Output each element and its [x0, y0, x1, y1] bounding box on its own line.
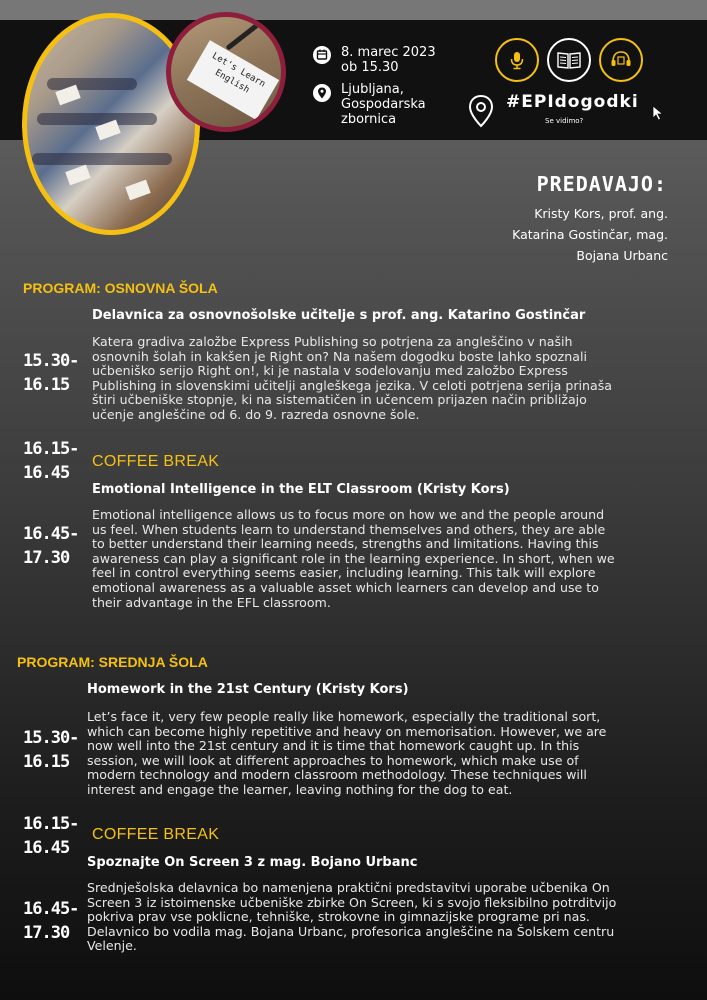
lecturer-name: Katarina Gostinčar, mag.: [512, 227, 668, 242]
talk-title: Delavnica za osnovnošolske učitelje s prof. ang. Katarino Gostinčar: [92, 308, 586, 323]
talk-title: Homework in the 21st Century (Kristy Kors): [87, 682, 409, 697]
event-hashtag: #EPIdogodki: [506, 92, 639, 112]
event-date: 8. marec 2023: [341, 45, 436, 60]
tagline: Se vidimo?: [545, 117, 584, 125]
lecturer-name: Kristy Kors, prof. ang.: [534, 206, 668, 221]
time-slot: 15.30- 16.15: [23, 728, 79, 772]
headset-icon: [599, 38, 643, 82]
coffee-break: COFFEE BREAK: [92, 453, 220, 470]
coffee-break: COFFEE BREAK: [92, 826, 220, 843]
talk-description: Let’s face it, very few people really like homework, especially the traditional sort, which can become highly repetitive and heavy on memorisation. However, we are now well into the 21st century and it is time that homework caught up. In this session, we will look at different approaches to homework, which make use of modern technology and modern classroom methodology. These techniques will interest and engage the learner, leaving nothing for the dog to eat.: [87, 709, 607, 797]
time-slot: 15.30- 16.15: [23, 351, 79, 395]
lecturers-heading: PREDAVAJO:: [536, 172, 667, 196]
location-line-3: zbornica: [341, 112, 397, 127]
time-slot: 16.15- 16.45: [23, 814, 79, 858]
book-icon: [547, 38, 591, 82]
hashtag-pin-icon: [467, 94, 495, 128]
talk-title: Emotional Intelligence in the ELT Classroom (Kristy Kors): [92, 482, 510, 497]
location-pin-icon: [313, 84, 331, 102]
talk-description: Emotional intelligence allows us to focus more on how we and the people around us feel. When students learn to understand themselves and others, they are able to better understand their learning needs, strengths and limitations. Having this awareness can play a significant role in the learning experience. In short, when we feel in control everything seems easier, including learning. This talk will explore emotional awareness as a valuable asset which learners can develop and use to their advantage in the EFL classroom.: [92, 507, 615, 610]
time-slot: 16.45- 17.30: [23, 524, 79, 568]
calendar-icon: [313, 46, 331, 64]
lets-learn-english-photo: [166, 12, 286, 132]
lecturer-name: Bojana Urbanc: [576, 248, 668, 263]
microphone-icon: [495, 38, 539, 82]
cursor-icon: [652, 105, 664, 121]
talk-title: Spoznajte On Screen 3 z mag. Bojano Urbanc: [87, 855, 418, 870]
program-secondary-title: PROGRAM: SREDNJA ŠOLA: [17, 654, 208, 670]
talk-description: Katera gradiva založbe Express Publishing so potrjena za angleščino v naših osnovnih šolah in kakšen je Right on? Na našem dogodku boste lahko spoznali učbeniško serijo Right on!, ki je nastala v sodelovanju med založbo Express Publishing in slovenskimi učitelji angleškega jezika. V celoti potrjena serija prinaša štiri učbeniške stopnje, ki na sistematičen in učencem prijazen način približajo učenje angleščine od 6. do 9. razreda osnovne šole.: [92, 334, 613, 422]
event-time: ob 15.30: [341, 60, 399, 75]
time-slot: 16.15- 16.45: [23, 439, 79, 483]
location-line-1: Ljubljana,: [341, 82, 404, 97]
time-slot: 16.45- 17.30: [23, 899, 79, 943]
program-primary-title: PROGRAM: OSNOVNA ŠOLA: [23, 280, 218, 296]
location-line-2: Gospodarska: [341, 97, 426, 112]
talk-description: Srednješolska delavnica bo namenjena praktični predstavitvi uporabe učbenika On Screen 3 iz istoimenske učbeniške zbirke On Screen, ki s svojo fleksibilno potrditvijo pokriva prav vse poklicne, tehniške, strokovne in gimnazijske programe pri nas. Delavnico bo vodila mag. Bojana Urbanc, profesorica angleščine na Šolskem centru Velenje.: [87, 880, 617, 954]
photo-card-text: Let's Learn English: [187, 40, 279, 120]
